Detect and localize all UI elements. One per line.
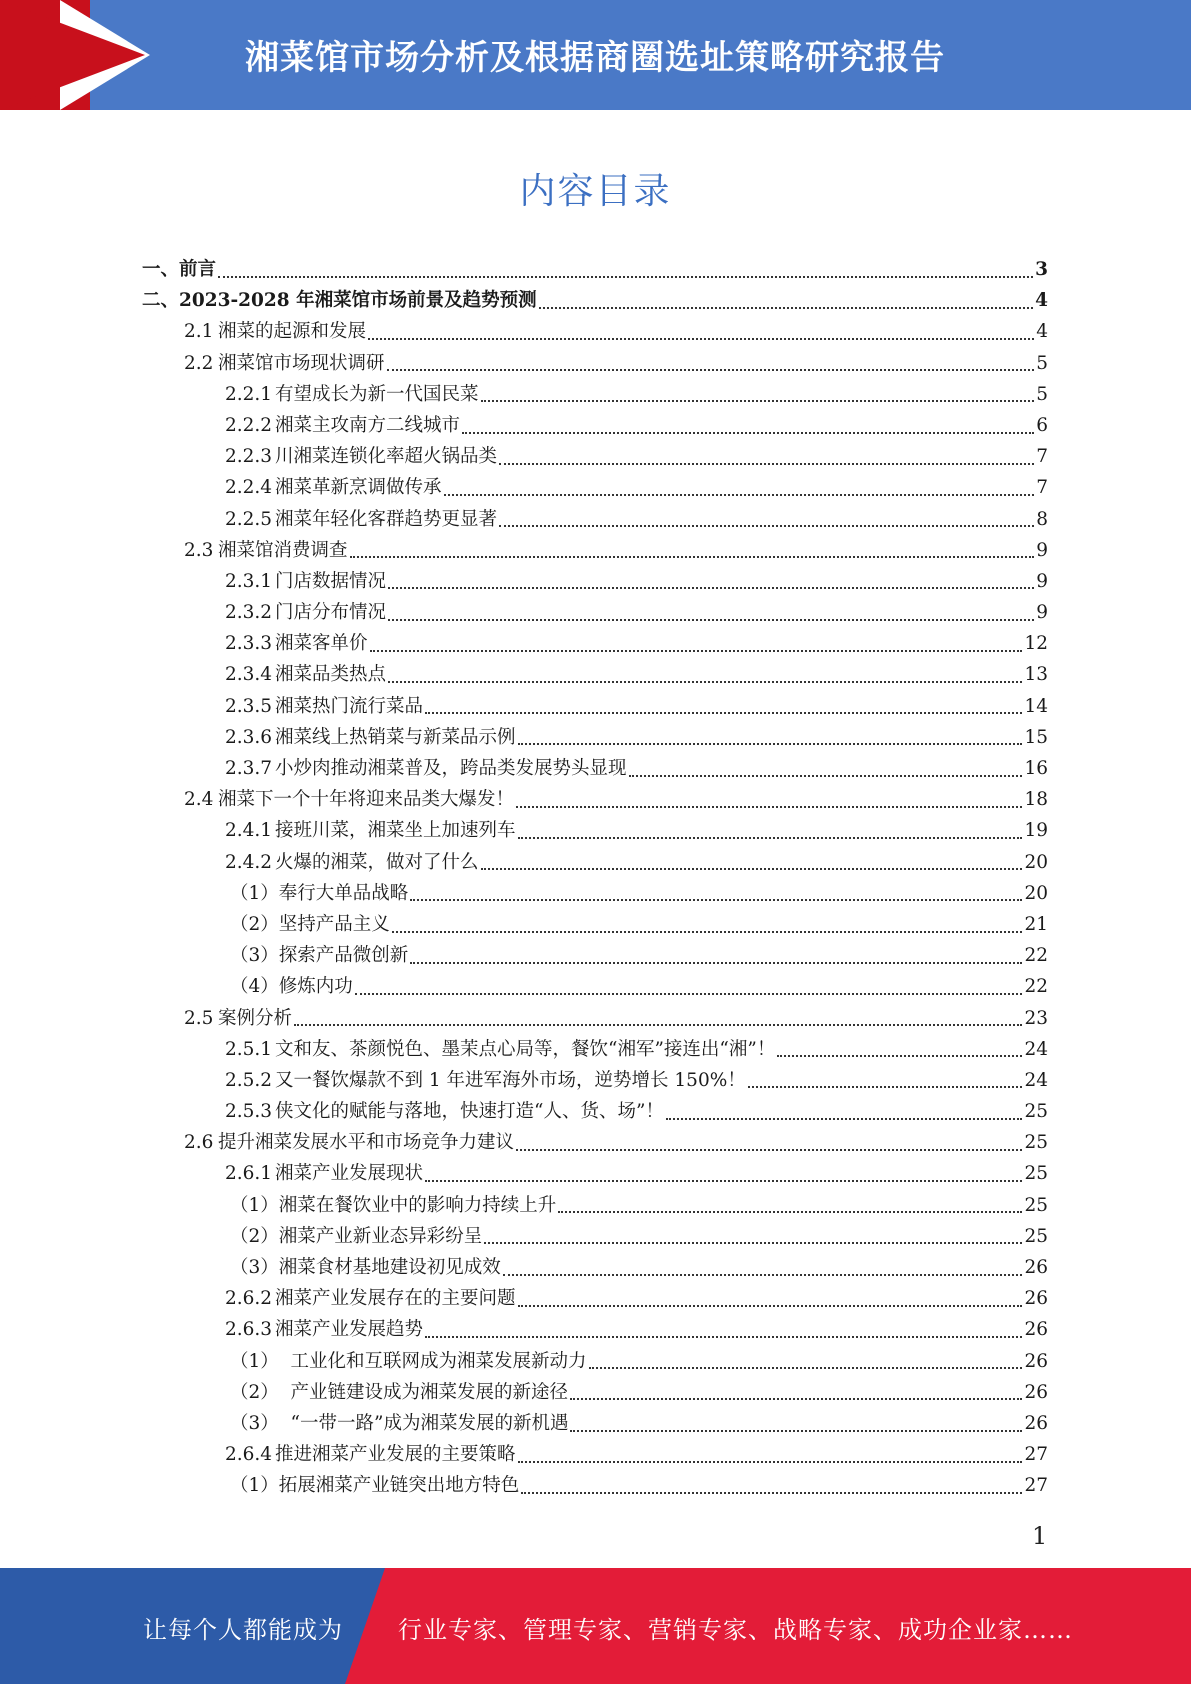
toc-entry-number: （1） — [230, 1350, 279, 1372]
toc-entry[interactable] — [142, 660, 1048, 691]
toc-dot-leader — [425, 712, 1022, 714]
toc-entry-number: 2.4.2 — [225, 851, 273, 873]
toc-dot-leader — [666, 1118, 1023, 1120]
toc-dot-leader — [218, 276, 1033, 278]
toc-entry-title: 坚持产品主义 — [278, 913, 390, 935]
toc-entry-title: 湘菜产业发展现状 — [275, 1163, 424, 1185]
toc-entry[interactable] — [142, 629, 1048, 660]
toc-entry-number: 2.3.3 — [225, 633, 273, 655]
toc-heading: 内容目录 — [519, 171, 672, 212]
toc-entry-number: （3） — [230, 1257, 279, 1278]
toc-entry-title: 川湘菜连锁化率超火锅品类 — [275, 446, 498, 468]
toc-entry-title: 案例分析 — [218, 1007, 293, 1029]
toc-dot-leader — [444, 494, 1035, 496]
toc-entry[interactable] — [142, 567, 1048, 598]
toc-entry-page: 26 — [1024, 1350, 1048, 1372]
toc-entry-number: 2.3.7 — [225, 758, 273, 779]
toc-entry-number: 2.2.4 — [225, 477, 273, 499]
toc-entry[interactable] — [142, 1097, 1048, 1128]
toc-entry[interactable] — [142, 1315, 1048, 1346]
toc-entry[interactable] — [142, 972, 1048, 1003]
toc-entry-title: 文和友、茶颜悦色、墨茉点心局等，餐饮“湘军”接连出“湘”！ — [275, 1038, 776, 1060]
toc-entry-title: 2023-2028 年湘菜馆市场前景及趋势预测 — [179, 290, 537, 312]
footer-banner — [0, 1568, 1191, 1684]
toc-entry[interactable] — [142, 1128, 1048, 1159]
toc-entry-page: 5 — [1036, 352, 1048, 374]
toc-dot-leader — [294, 1024, 1022, 1026]
toc-entry[interactable] — [142, 848, 1048, 879]
toc-entry-title: 接班川菜，湘菜坐上加速列车 — [275, 820, 516, 842]
toc-entry-title: 拓展湘菜产业链突出地方特色 — [278, 1475, 520, 1497]
toc-entry-title: 火爆的湘菜，做对了什么 — [275, 851, 479, 873]
toc-entry-page: 22 — [1024, 976, 1048, 998]
toc-entry-title: 小炒肉推动湘菜普及，跨品类发展势头显现 — [275, 758, 627, 779]
toc-entry-title: 湘菜品类热点 — [275, 664, 387, 686]
toc-entry-number: （1） — [230, 1194, 279, 1216]
toc-entry-title: 推进湘菜产业发展的主要策略 — [275, 1444, 516, 1466]
toc-entry-number: 2.5 — [184, 1007, 214, 1029]
toc-entry-page: 24 — [1024, 1038, 1048, 1060]
toc-entry[interactable] — [142, 286, 1048, 317]
toc-entry-number: 2.3.2 — [225, 602, 273, 624]
toc-dot-leader — [481, 868, 1023, 870]
toc-entry-page: 9 — [1036, 570, 1048, 592]
toc-entry-title: 探索产品微创新 — [278, 945, 409, 967]
toc-dot-leader — [518, 1305, 1023, 1307]
toc-entry-title: 奉行大单品战略 — [278, 882, 409, 904]
toc-dot-leader — [481, 400, 1035, 402]
toc-entry-page: 5 — [1036, 383, 1048, 405]
toc-entry[interactable] — [142, 598, 1048, 629]
toc-entry[interactable] — [142, 1222, 1048, 1253]
toc-entry[interactable] — [142, 723, 1048, 754]
toc-entry-page: 3 — [1035, 259, 1048, 280]
toc-entry-page: 18 — [1024, 789, 1048, 811]
toc-entry[interactable] — [142, 505, 1048, 536]
toc-dot-leader — [570, 1430, 1022, 1432]
toc-entry-title: 工业化和互联网成为湘菜发展新动力 — [278, 1350, 587, 1372]
toc-entry-title: 湘菜线上热销菜与新菜品示例 — [275, 726, 516, 748]
toc-entry[interactable] — [142, 1066, 1048, 1097]
toc-entry[interactable] — [142, 1004, 1048, 1035]
toc-entry-page: 4 — [1036, 321, 1048, 343]
toc-entry-title: 门店分布情况 — [275, 602, 387, 624]
toc-entry-number: （2） — [230, 913, 279, 935]
toc-entry-page: 24 — [1024, 1069, 1048, 1091]
toc-entry[interactable] — [142, 754, 1048, 785]
toc-entry-number: 2.3.4 — [225, 664, 273, 686]
toc-dot-leader — [516, 1149, 1022, 1151]
toc-dot-leader — [558, 1211, 1022, 1213]
toc-entry-title: 湘菜产业新业态异彩纷呈 — [278, 1225, 483, 1247]
toc-dot-leader — [539, 307, 1034, 309]
toc-entry-page: 26 — [1024, 1381, 1048, 1403]
toc-entry-title: 湘菜下一个十年将迎来品类大爆发！ — [218, 789, 515, 811]
toc-entry-title: 湘菜馆市场现状调研 — [218, 352, 385, 374]
toc-entry[interactable] — [142, 1035, 1048, 1066]
toc-entry-page: 22 — [1024, 945, 1048, 967]
toc-entry[interactable] — [142, 1159, 1048, 1190]
toc-entry[interactable] — [142, 255, 1048, 286]
toc-dot-leader — [516, 806, 1022, 808]
toc-entry[interactable] — [142, 1347, 1048, 1378]
toc-entry-number: 二、 — [142, 290, 180, 312]
toc-entry-title: 湘菜产业发展趋势 — [275, 1319, 424, 1341]
toc-dot-leader — [368, 338, 1034, 340]
toc-entry[interactable] — [142, 1253, 1048, 1284]
toc-entry-title: “一带一路”成为湘菜发展的新机遇 — [278, 1412, 569, 1434]
toc-entry-number: 2.6.1 — [225, 1163, 273, 1185]
toc-entry-page: 6 — [1036, 414, 1048, 436]
toc-entry-number: （3） — [230, 945, 279, 967]
toc-dot-leader — [570, 1398, 1022, 1400]
toc-entry-number: （3） — [230, 1412, 279, 1434]
toc-entry-number: （2） — [230, 1225, 279, 1247]
toc-dot-leader — [748, 1086, 1023, 1088]
toc-entry-page: 7 — [1036, 477, 1048, 499]
toc-entry-number: （2） — [230, 1381, 279, 1403]
toc-entry-number: 一、 — [142, 259, 180, 280]
toc-entry-title: 又一餐饮爆款不到 1 年进军海外市场，逆势增长 150%！ — [275, 1069, 746, 1091]
toc-entry-page: 12 — [1024, 633, 1048, 655]
toc-entry-number: 2.6.4 — [225, 1444, 273, 1466]
toc-entry-page: 13 — [1024, 664, 1048, 686]
toc-entry-title: 湘菜馆消费调查 — [218, 539, 348, 561]
toc-entry[interactable] — [142, 1440, 1048, 1471]
toc-entry-title: 湘菜热门流行菜品 — [275, 695, 424, 717]
toc-entry[interactable] — [142, 1471, 1048, 1502]
toc-entry-page: 26 — [1024, 1319, 1048, 1341]
toc-entry[interactable] — [142, 380, 1048, 411]
toc-entry-page: 27 — [1024, 1475, 1048, 1497]
toc-dot-leader — [499, 463, 1034, 465]
toc-entry-page: 7 — [1036, 446, 1048, 468]
toc-entry-title: 湘菜食材基地建设初见成效 — [278, 1257, 501, 1278]
toc-dot-leader — [392, 931, 1023, 933]
toc-entry-title: 有望成长为新一代国民菜 — [275, 383, 479, 405]
footer-slogan-left: 让每个人都能成为 — [143, 1616, 343, 1644]
toc-entry-page: 20 — [1024, 882, 1048, 904]
toc-entry-title: 修炼内功 — [278, 976, 353, 998]
toc-entry[interactable] — [142, 536, 1048, 567]
toc-entry-number: 2.1 — [184, 321, 214, 343]
toc-entry[interactable] — [142, 1284, 1048, 1315]
toc-entry[interactable] — [142, 349, 1048, 380]
toc-entry-page: 16 — [1024, 758, 1048, 779]
toc-dot-leader — [425, 1336, 1022, 1338]
toc-dot-leader — [350, 556, 1035, 558]
toc-entry-number: 2.3.6 — [225, 726, 273, 748]
toc-entry-number: 2.3 — [184, 539, 214, 561]
toc-entry-title: 门店数据情况 — [275, 570, 387, 592]
toc-dot-leader — [518, 743, 1023, 745]
toc-entry-page: 20 — [1024, 851, 1048, 873]
toc-dot-leader — [518, 837, 1023, 839]
toc-entry[interactable] — [142, 411, 1048, 442]
toc-dot-leader — [462, 432, 1034, 434]
toc-dot-leader — [503, 1274, 1023, 1276]
toc-dot-leader — [410, 899, 1022, 901]
toc-dot-leader — [410, 962, 1022, 964]
report-title: 湘菜馆市场分析及根据商圈选址策略研究报告 — [245, 38, 945, 78]
toc-entry-page: 25 — [1024, 1163, 1048, 1185]
toc-entry-number: 2.2.5 — [225, 508, 273, 530]
toc-entry-title: 前言 — [179, 259, 217, 280]
toc-entry-page: 19 — [1024, 820, 1048, 842]
toc-dot-leader — [388, 587, 1034, 589]
toc-dot-leader — [355, 993, 1023, 995]
toc-entry-title: 侠文化的赋能与落地，快速打造“人、货、场”！ — [275, 1101, 664, 1123]
toc-entry-title: 提升湘菜发展水平和市场竞争力建议 — [218, 1132, 515, 1154]
toc-entry-page: 14 — [1024, 695, 1048, 717]
toc-dot-leader — [484, 1242, 1022, 1244]
toc-entry-number: 2.5.1 — [225, 1038, 273, 1060]
toc-entry[interactable] — [142, 1409, 1048, 1440]
footer-blue-slant — [345, 1568, 385, 1684]
toc-dot-leader — [388, 681, 1022, 683]
toc-dot-leader — [777, 1055, 1022, 1057]
toc-entry-page: 26 — [1024, 1288, 1048, 1310]
toc-entry[interactable] — [142, 816, 1048, 847]
toc-entry-page: 27 — [1024, 1444, 1048, 1466]
toc-entry-number: （1） — [230, 882, 279, 904]
toc-entry-number: 2.5.3 — [225, 1101, 273, 1123]
toc-entry-title: 产业链建设成为湘菜发展的新途径 — [278, 1381, 569, 1403]
toc-entry-page: 25 — [1024, 1132, 1048, 1154]
table-of-contents — [142, 255, 1048, 1503]
toc-entry[interactable] — [142, 473, 1048, 504]
toc-entry-page: 26 — [1024, 1412, 1048, 1434]
toc-dot-leader — [425, 1180, 1022, 1182]
toc-entry-page: 25 — [1024, 1225, 1048, 1247]
toc-entry-number: 2.2.1 — [225, 383, 273, 405]
toc-entry[interactable] — [142, 1378, 1048, 1409]
header-banner — [0, 0, 1191, 110]
toc-entry-title: 湘菜的起源和发展 — [218, 321, 367, 343]
toc-entry-number: （4） — [230, 976, 279, 998]
toc-dot-leader — [589, 1367, 1023, 1369]
toc-entry[interactable] — [142, 910, 1048, 941]
toc-entry[interactable] — [142, 692, 1048, 723]
toc-entry-title: 湘菜主攻南方二线城市 — [275, 414, 461, 436]
toc-entry[interactable] — [142, 317, 1048, 348]
toc-entry-page: 21 — [1024, 913, 1048, 935]
toc-entry-page: 9 — [1036, 539, 1048, 561]
toc-entry[interactable] — [142, 941, 1048, 972]
toc-dot-leader — [629, 775, 1023, 777]
toc-dot-leader — [387, 369, 1035, 371]
toc-entry-number: 2.4.1 — [225, 820, 273, 842]
toc-entry[interactable] — [142, 879, 1048, 910]
toc-entry[interactable] — [142, 785, 1048, 816]
toc-entry-title: 湘菜产业发展存在的主要问题 — [275, 1288, 516, 1310]
toc-dot-leader — [521, 1492, 1022, 1494]
toc-entry-page: 25 — [1024, 1101, 1048, 1123]
toc-dot-leader — [388, 619, 1034, 621]
toc-entry-number: 2.3.5 — [225, 695, 273, 717]
toc-entry[interactable] — [142, 1191, 1048, 1222]
toc-entry-title: 湘菜革新烹调做传承 — [275, 477, 442, 499]
toc-entry-title: 湘菜在餐饮业中的影响力持续上升 — [278, 1194, 557, 1216]
toc-entry-page: 9 — [1036, 602, 1048, 624]
toc-entry-number: 2.3.1 — [225, 570, 273, 592]
toc-dot-leader — [499, 525, 1034, 527]
toc-entry-title: 湘菜年轻化客群趋势更显著 — [275, 508, 498, 530]
toc-dot-leader — [370, 650, 1023, 652]
page-number: 1 — [1032, 1522, 1048, 1550]
toc-entry-page: 8 — [1036, 508, 1048, 530]
toc-entry[interactable] — [142, 442, 1048, 473]
toc-entry-number: 2.2 — [184, 352, 214, 374]
toc-entry-number: 2.5.2 — [225, 1069, 273, 1091]
toc-entry-number: 2.6.2 — [225, 1288, 273, 1310]
toc-entry-page: 4 — [1035, 290, 1048, 312]
toc-entry-title: 湘菜客单价 — [275, 633, 368, 655]
toc-entry-page: 15 — [1024, 726, 1048, 748]
toc-entry-number: 2.6 — [184, 1132, 214, 1154]
toc-entry-number: （1） — [230, 1475, 279, 1497]
toc-entry-number: 2.6.3 — [225, 1319, 273, 1341]
toc-entry-number: 2.2.2 — [225, 414, 273, 436]
toc-dot-leader — [518, 1461, 1023, 1463]
toc-entry-number: 2.4 — [184, 789, 214, 811]
toc-entry-page: 26 — [1024, 1257, 1048, 1278]
toc-entry-page: 23 — [1024, 1007, 1048, 1029]
footer-slogan-right: 行业专家、管理专家、营销专家、战略专家、成功企业家…… — [398, 1616, 1073, 1644]
toc-entry-page: 25 — [1024, 1194, 1048, 1216]
header-chevron-red — [0, 0, 145, 110]
toc-entry-number: 2.2.3 — [225, 446, 273, 468]
